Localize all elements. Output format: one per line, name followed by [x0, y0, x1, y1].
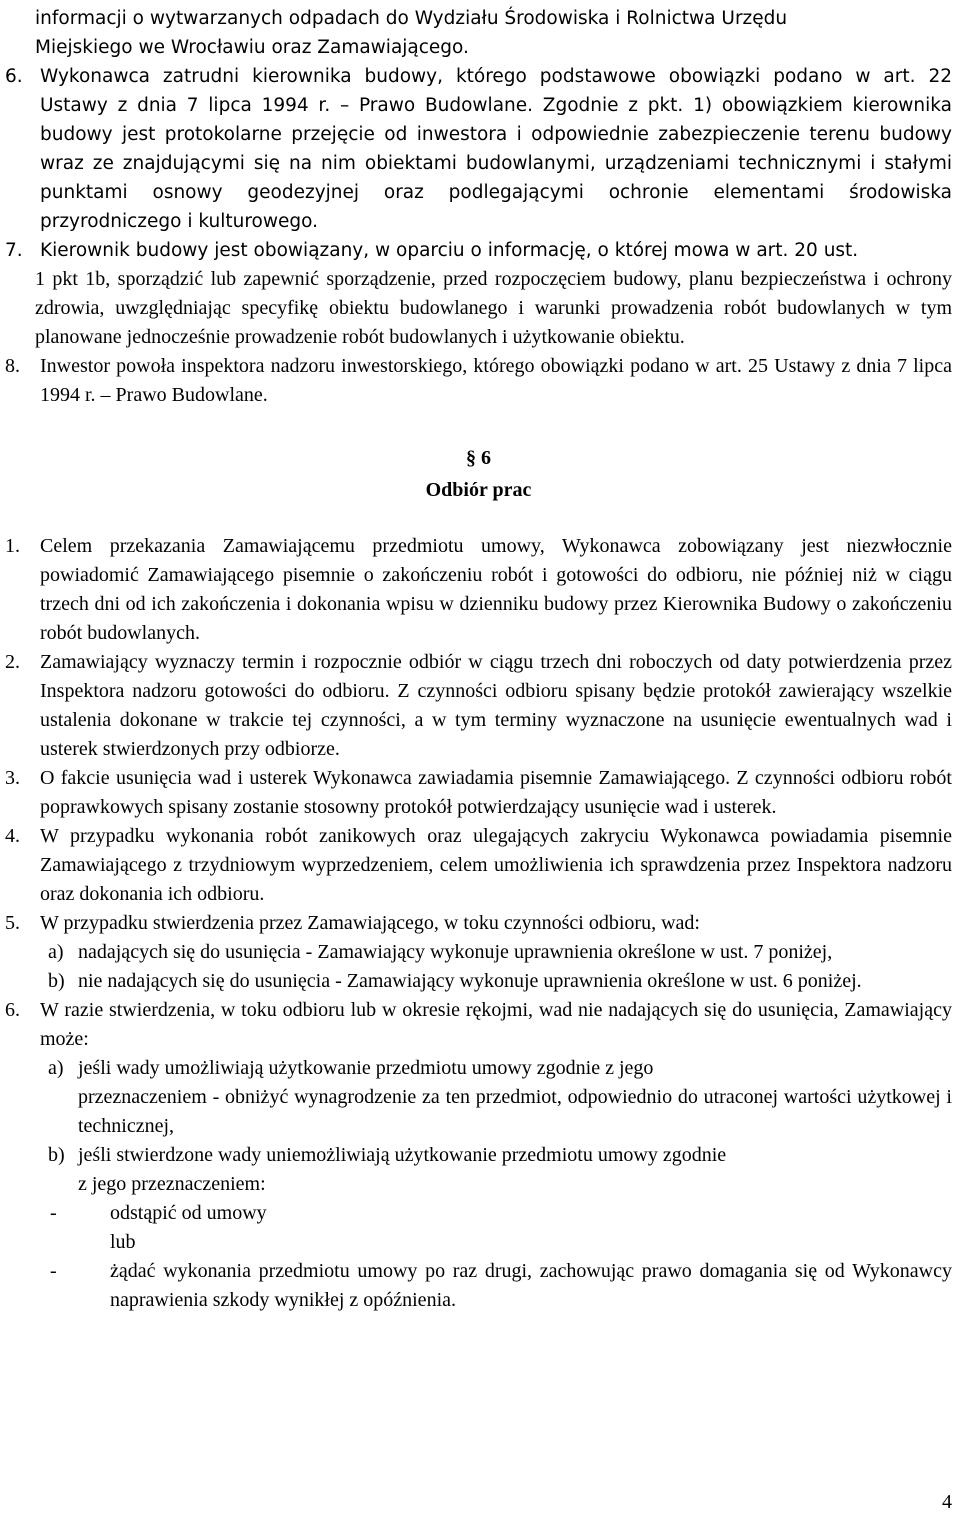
item-text: W razie stwierdzenia, w toku odbioru lub w okresie rękojmi, wad nie nadających się do usunięcia, Zamawiający może:: [40, 999, 952, 1050]
list-item-7-top: [5, 236, 952, 265]
sub-item-text: jeśli stwierdzone wady uniemożliwiają użytkowanie przedmiotu umowy zgodnie: [78, 1144, 727, 1166]
dash-mark: -: [50, 1260, 57, 1282]
dash-item: [50, 1257, 952, 1315]
item-text: Inwestor powoła inspektora nadzoru inwestorskiego, którego obowiązki podano w art. 25 Ustawy z dnia 7 lipca 1994 r. – Prawo Budowlane.: [40, 355, 952, 406]
item-number: 1.: [5, 535, 20, 557]
sub-item-continuation: [78, 1170, 952, 1199]
list-item-8-top: [5, 352, 952, 410]
sub-item-letter: a): [48, 1057, 64, 1079]
sub-item-text: nadających się do usunięcia - Zamawiający wykonuje uprawnienia określone w ust. 7 poniżej,: [78, 941, 833, 963]
section-number: § 6: [466, 447, 491, 469]
list-item: [5, 996, 952, 1054]
continuation-line-2: Miejskiego we Wrocławiu oraz Zamawiającego.: [35, 37, 469, 58]
sub-item-letter: a): [48, 941, 64, 963]
sub-item-continuation: [78, 1083, 952, 1141]
sub-item-letter: b): [48, 1144, 65, 1166]
sub-item-text: nie nadających się do usunięcia - Zamawiający wykonuje uprawnienia określone w ust. 6 poniżej.: [78, 970, 862, 992]
sub-item: [48, 967, 952, 996]
spacer: [5, 410, 952, 442]
list-item: [5, 822, 952, 909]
item-number: 3.: [5, 767, 20, 789]
item-number: 2.: [5, 651, 20, 673]
sub-item-letter: b): [48, 970, 65, 992]
item-text: Zamawiający wyznaczy termin i rozpocznie odbiór w ciągu trzech dni roboczych od daty potwierdzenia przez Inspektora nadzoru gotowości do odbioru. Z czynności odbioru spisany będzie protokół zawierający wszelkie ustalenia dokonane w trakcie tej czynności, a w tym terminy wyznaczone na usunięcie ewentualnych wad i usterek stwierdzonych przy odbiorze.: [40, 651, 952, 760]
item-text: W przypadku wykonania robót zanikowych oraz ulegających zakryciu Wykonawca powiadamia pisemnie Zamawiającego z trzydniowym wyprzedzeniem, celem umożliwienia ich sprawdzenia przez Inspektora nadzoru oraz dokonania ich odbioru.: [40, 825, 952, 905]
sub-item: [48, 1141, 952, 1170]
item-text: Kierownik budowy jest obowiązany, w oparciu o informację, o której mowa w art. 20 ust.: [40, 240, 859, 261]
dash-item-text: odstąpić od umowy: [110, 1202, 267, 1224]
list-item: [5, 764, 952, 822]
item-7-continuation: [35, 265, 952, 352]
item-text: Celem przekazania Zamawiającemu przedmiotu umowy, Wykonawca zobowiązany jest niezwłocznie powiadomić Zamawiającego pisemnie o zakończeniu robót i gotowości do odbioru, nie później niż w ciągu trzech dni od ich zakończenia i dokonania wpisu w dzienniku budowy przez Kierownika Budowy o zakończeniu robót budowlanych.: [40, 535, 952, 644]
item-number: 8.: [5, 355, 20, 377]
item-number: 7.: [5, 240, 23, 261]
list-item: [5, 532, 952, 648]
continuation-line-1: informacji o wytwarzanych odpadach do Wydziału Środowiska i Rolnictwa Urzędu: [35, 8, 788, 29]
item-text: O fakcie usunięcia wad i usterek Wykonawca zawiadamia pisemnie Zamawiającego. Z czynności odbioru robót poprawkowych spisany zostanie stosowny protokół potwierdzający usunięcie wad i usterek.: [40, 767, 952, 818]
list-item-6-top: [5, 62, 952, 236]
section-title: Odbiór prac: [425, 479, 532, 501]
or-text: lub: [110, 1231, 136, 1253]
sub-item-text-cont: z jego przeznaczeniem:: [78, 1173, 266, 1195]
top-block: [5, 4, 952, 265]
sub-item: [48, 938, 952, 967]
item-number: 4.: [5, 825, 20, 847]
item-number: 5.: [5, 912, 20, 934]
spacer: [5, 506, 952, 532]
item-number: 6.: [5, 66, 23, 87]
dash-item: [50, 1199, 952, 1228]
document-page: [5, 4, 952, 1315]
item-text: W przypadku stwierdzenia przez Zamawiającego, w toku czynności odbioru, wad:: [40, 912, 700, 934]
list-item: [5, 648, 952, 764]
dash-item-text: żądać wykonania przedmiotu umowy po raz drugi, zachowując prawo domagania się od Wykonawcy naprawienia szkody wynikłej z opóźnienia.: [110, 1260, 952, 1311]
list-item: [5, 909, 952, 938]
item-number: 6.: [5, 999, 20, 1021]
sub-item-text-cont: przeznaczeniem - obniżyć wynagrodzenie za ten przedmiot, odpowiednio do utraconej wartości użytkowej i technicznej,: [78, 1086, 952, 1137]
item-text-cont: 1 pkt 1b, sporządzić lub zapewnić sporządzenie, przed rozpoczęciem budowy, planu bezpieczeństwa i ochrony zdrowia, uwzględniając specyfikę obiektu budowlanego i warunki prowadzenia robót budowlanych w tym planowane jednocześnie prowadzenie robót budowlanych i użytkowanie obiektu.: [35, 268, 952, 348]
sub-item-text: jeśli wady umożliwiają użytkowanie przedmiotu umowy zgodnie z jego: [78, 1057, 654, 1079]
item-text: Wykonawca zatrudni kierownika budowy, którego podstawowe obowiązki podano w art. 22 Ustawy z dnia 7 lipca 1994 r. – Prawo Budowlane. Zgodnie z pkt. 1) obowiązkiem kierownika budowy jest protokolarne przejęcie od inwestora i odpowiednie zabezpieczenie terenu budowy wraz ze znajdującymi się na nim obiektami budowlanymi, urządzeniami technicznymi i stałymi punktami osnowy geodezyjnej oraz podlegającymi ochronie elementami środowiska przyrodniczego i kulturowego.: [40, 66, 952, 232]
page-number: 4: [942, 1491, 952, 1513]
sub-item: [48, 1054, 952, 1083]
dash-mark: -: [50, 1202, 57, 1224]
